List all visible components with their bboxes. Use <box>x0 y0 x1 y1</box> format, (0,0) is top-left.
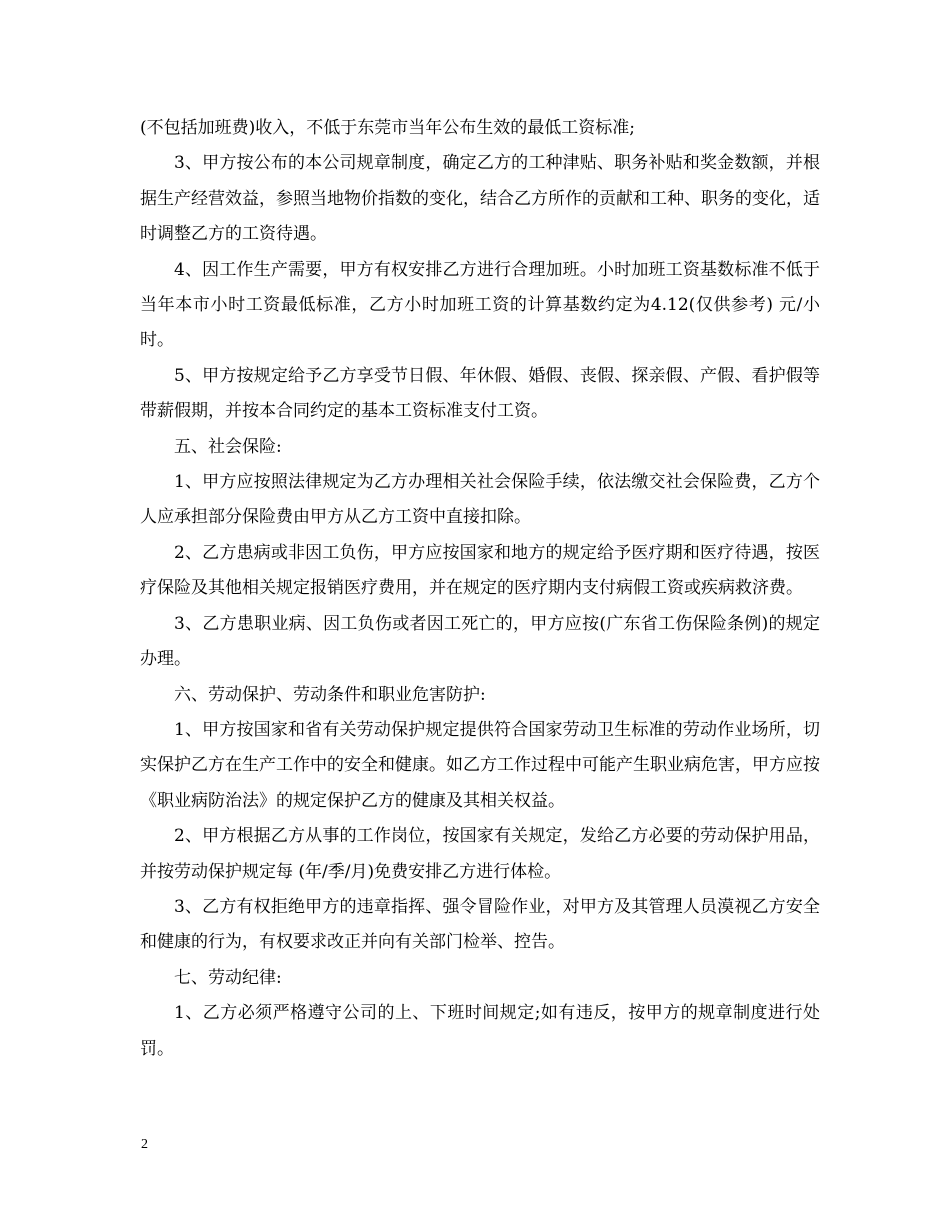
clause-5-1-insurance-procedures: 1、甲方应按照法律规定为乙方办理相关社会保险手续，依法缴交社会保险费，乙方个人应承担部分保险费由甲方从乙方工资中直接扣除。 <box>140 472 820 528</box>
section-heading-labor-discipline: 七、劳动纪律: <box>174 967 282 988</box>
page-number: 2 <box>141 1137 148 1152</box>
section-heading-labor-protection: 六、劳动保护、劳动条件和职业危害防护: <box>174 684 486 705</box>
section-heading-social-insurance: 五、社会保险: <box>174 436 282 457</box>
clause-4-3-salary-adjustment: 3、甲方按公布的本公司规章制度，确定乙方的工种津贴、职务补贴和奖金数额，并根据生产经营效益，参照当地物价指数的变化，结合乙方所作的贡献和工种、职务的变化，适时调整乙方的工资待遇。 <box>140 153 820 245</box>
clause-4-5-paid-leave: 5、甲方按规定给予乙方享受节日假、年休假、婚假、丧假、探亲假、产假、看护假等带薪假期，并按本合同约定的基本工资标准支付工资。 <box>140 365 820 422</box>
paragraph-continuation: (不包括加班费)收入，不低于东莞市当年公布生效的最低工资标准; <box>140 118 635 138</box>
document-body <box>140 111 820 1067</box>
clause-7-1-working-hours: 1、乙方必须严格遵守公司的上、下班时间规定;如有违反，按甲方的规章制度进行处罚。 <box>140 1003 820 1059</box>
clause-6-3-right-to-refuse: 3、乙方有权拒绝甲方的违章指挥、强令冒险作业，对甲方及其管理人员漠视乙方安全和健康的行为，有权要求改正并向有关部门检举、控告。 <box>140 896 820 953</box>
clause-6-2-protective-equipment: 2、甲方根据乙方从事的工作岗位，按国家有关规定，发给乙方必要的劳动保护用品，并按劳动保护规定每 (年/季/月)免费安排乙方进行体检。 <box>140 826 820 882</box>
clause-6-1-workplace-safety: 1、甲方按国家和省有关劳动保护规定提供符合国家劳动卫生标准的劳动作业场所，切实保护乙方在生产工作中的安全和健康。如乙方工作过程中可能产生职业病危害，甲方应按《职业病防治法》的规定保护乙方的健康及其相关权益。 <box>140 719 820 811</box>
clause-4-4-overtime: 4、因工作生产需要，甲方有权安排乙方进行合理加班。小时加班工资基数标准不低于当年本市小时工资最低标准，乙方小时加班工资的计算基数约定为4.12(仅供参考) 元/小时。 <box>140 259 820 351</box>
clause-5-2-medical-treatment: 2、乙方患病或非因工负伤，甲方应按国家和地方的规定给予医疗期和医疗待遇，按医疗保险及其他相关规定报销医疗费用，并在规定的医疗期内支付病假工资或疾病救济费。 <box>140 542 820 599</box>
clause-5-3-work-injury: 3、乙方患职业病、因工负伤或者因工死亡的，甲方应按(广东省工伤保险条例)的规定办理。 <box>140 613 820 670</box>
